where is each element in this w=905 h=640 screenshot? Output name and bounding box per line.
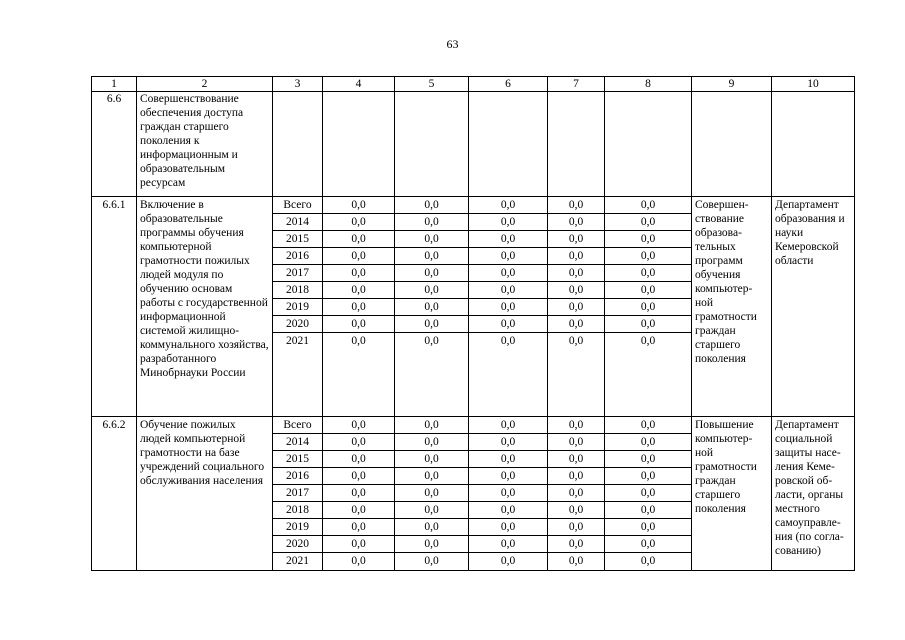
- value-cell: 0,0: [605, 502, 692, 519]
- year-cell: 2018: [273, 502, 323, 519]
- value-cell: 0,0: [548, 502, 605, 519]
- value-cell: 0,0: [395, 434, 469, 451]
- value-cell: 0,0: [469, 451, 548, 468]
- item-executor: Департамент социальной защиты насе-ления Кеме-ровской об-ласти, органы местного самоуправле-ния (по согла-сованию): [772, 417, 855, 571]
- page-number: 63: [446, 37, 459, 51]
- value-cell: 0,0: [605, 316, 692, 333]
- table-row: [92, 417, 855, 434]
- year-cell: Всего: [273, 417, 323, 434]
- value-cell: 0,0: [548, 282, 605, 299]
- year-cell: 2014: [273, 214, 323, 231]
- value-cell: 0,0: [323, 553, 395, 571]
- value-cell: 0,0: [469, 231, 548, 248]
- section-row: [92, 92, 855, 197]
- value-cell: 0,0: [605, 299, 692, 316]
- item-description: Включение в образовательные программы обучения компьютерной грамотности пожилых людей модуля по обучению основам работы с государственной информационной системой жилищно-коммунального хозяйства, разработанного Минобрнауки России: [137, 197, 273, 417]
- value-cell: 0,0: [395, 485, 469, 502]
- value-cell: 0,0: [395, 316, 469, 333]
- value-cell: 0,0: [469, 519, 548, 536]
- column-header: 6: [469, 77, 548, 92]
- value-cell: 0,0: [469, 553, 548, 571]
- value-cell: 0,0: [323, 197, 395, 214]
- item-number: 6.6.1: [92, 197, 137, 417]
- year-cell: 2019: [273, 299, 323, 316]
- value-cell: 0,0: [395, 536, 469, 553]
- value-cell: 0,0: [395, 248, 469, 265]
- value-cell: 0,0: [323, 214, 395, 231]
- year-cell: 2017: [273, 485, 323, 502]
- value-cell: 0,0: [605, 248, 692, 265]
- value-cell: 0,0: [605, 434, 692, 451]
- value-cell: 0,0: [548, 468, 605, 485]
- column-header: 4: [323, 77, 395, 92]
- empty-cell: [273, 92, 323, 197]
- value-cell: 0,0: [548, 451, 605, 468]
- value-cell: 0,0: [395, 197, 469, 214]
- value-cell: 0,0: [323, 519, 395, 536]
- value-cell: 0,0: [469, 502, 548, 519]
- value-cell: 0,0: [323, 485, 395, 502]
- empty-cell: [469, 92, 548, 197]
- value-cell: 0,0: [605, 197, 692, 214]
- value-cell: 0,0: [469, 197, 548, 214]
- value-cell: 0,0: [605, 519, 692, 536]
- value-cell: 0,0: [323, 333, 395, 417]
- value-cell: 0,0: [469, 299, 548, 316]
- column-header: 3: [273, 77, 323, 92]
- value-cell: 0,0: [323, 468, 395, 485]
- value-cell: 0,0: [469, 248, 548, 265]
- value-cell: 0,0: [605, 536, 692, 553]
- value-cell: 0,0: [395, 282, 469, 299]
- value-cell: 0,0: [548, 231, 605, 248]
- value-cell: 0,0: [548, 265, 605, 282]
- value-cell: 0,0: [395, 468, 469, 485]
- value-cell: 0,0: [469, 536, 548, 553]
- year-cell: 2014: [273, 434, 323, 451]
- value-cell: 0,0: [605, 485, 692, 502]
- empty-cell: [605, 92, 692, 197]
- item-result: Совершен-ствование образова-тельных программ обучения компьютер-ной грамотности граждан старшего поколения: [692, 197, 772, 417]
- value-cell: 0,0: [548, 316, 605, 333]
- value-cell: 0,0: [395, 299, 469, 316]
- year-cell: 2016: [273, 248, 323, 265]
- empty-cell: [692, 92, 772, 197]
- value-cell: 0,0: [395, 231, 469, 248]
- value-cell: 0,0: [323, 265, 395, 282]
- value-cell: 0,0: [548, 519, 605, 536]
- column-header: 8: [605, 77, 692, 92]
- value-cell: 0,0: [548, 417, 605, 434]
- column-header: 1: [92, 77, 137, 92]
- value-cell: 0,0: [548, 214, 605, 231]
- value-cell: 0,0: [605, 451, 692, 468]
- value-cell: 0,0: [323, 536, 395, 553]
- value-cell: 0,0: [548, 434, 605, 451]
- value-cell: 0,0: [469, 265, 548, 282]
- year-cell: 2017: [273, 265, 323, 282]
- year-cell: 2018: [273, 282, 323, 299]
- column-header: 10: [772, 77, 855, 92]
- year-cell: 2016: [273, 468, 323, 485]
- value-cell: 0,0: [605, 553, 692, 571]
- value-cell: 0,0: [323, 502, 395, 519]
- value-cell: 0,0: [323, 248, 395, 265]
- value-cell: 0,0: [469, 316, 548, 333]
- column-header: 9: [692, 77, 772, 92]
- column-header: 2: [137, 77, 273, 92]
- value-cell: 0,0: [469, 468, 548, 485]
- section-number: 6.6: [92, 92, 137, 197]
- value-cell: 0,0: [395, 214, 469, 231]
- value-cell: 0,0: [469, 485, 548, 502]
- value-cell: 0,0: [395, 417, 469, 434]
- year-cell: 2019: [273, 519, 323, 536]
- empty-cell: [323, 92, 395, 197]
- empty-cell: [772, 92, 855, 197]
- item-number: 6.6.2: [92, 417, 137, 571]
- value-cell: 0,0: [323, 282, 395, 299]
- column-header: 5: [395, 77, 469, 92]
- value-cell: 0,0: [605, 265, 692, 282]
- year-cell: 2021: [273, 333, 323, 417]
- year-cell: 2015: [273, 451, 323, 468]
- value-cell: 0,0: [395, 502, 469, 519]
- value-cell: 0,0: [323, 417, 395, 434]
- column-header: 7: [548, 77, 605, 92]
- value-cell: 0,0: [395, 451, 469, 468]
- item-executor: Департамент образования и науки Кемеровской области: [772, 197, 855, 417]
- year-cell: 2021: [273, 553, 323, 571]
- value-cell: 0,0: [323, 451, 395, 468]
- value-cell: 0,0: [605, 214, 692, 231]
- value-cell: 0,0: [323, 299, 395, 316]
- value-cell: 0,0: [395, 553, 469, 571]
- value-cell: 0,0: [469, 333, 548, 417]
- value-cell: 0,0: [605, 282, 692, 299]
- column-number-row: [92, 77, 855, 92]
- value-cell: 0,0: [605, 333, 692, 417]
- value-cell: 0,0: [548, 553, 605, 571]
- value-cell: 0,0: [469, 434, 548, 451]
- value-cell: 0,0: [395, 519, 469, 536]
- value-cell: 0,0: [605, 231, 692, 248]
- program-table: [91, 76, 855, 571]
- section-title: Совершенствование обеспечения доступа граждан старшего поколения к информационным и образовательным ресурсам: [137, 92, 273, 197]
- value-cell: 0,0: [395, 333, 469, 417]
- value-cell: 0,0: [323, 231, 395, 248]
- table-row: [92, 197, 855, 214]
- year-cell: 2015: [273, 231, 323, 248]
- value-cell: 0,0: [548, 299, 605, 316]
- value-cell: 0,0: [548, 485, 605, 502]
- value-cell: 0,0: [548, 536, 605, 553]
- value-cell: 0,0: [548, 197, 605, 214]
- value-cell: 0,0: [469, 417, 548, 434]
- value-cell: 0,0: [469, 282, 548, 299]
- value-cell: 0,0: [548, 248, 605, 265]
- value-cell: 0,0: [548, 333, 605, 417]
- item-description: Обучение пожилых людей компьютерной грамотности на базе учреждений социального обслуживания населения: [137, 417, 273, 571]
- empty-cell: [395, 92, 469, 197]
- value-cell: 0,0: [605, 468, 692, 485]
- item-result: Повышение компьютер-ной грамотности граждан старшего поколения: [692, 417, 772, 571]
- year-cell: 2020: [273, 536, 323, 553]
- value-cell: 0,0: [395, 265, 469, 282]
- year-cell: 2020: [273, 316, 323, 333]
- value-cell: 0,0: [323, 434, 395, 451]
- value-cell: 0,0: [323, 316, 395, 333]
- year-cell: Всего: [273, 197, 323, 214]
- value-cell: 0,0: [469, 214, 548, 231]
- value-cell: 0,0: [605, 417, 692, 434]
- empty-cell: [548, 92, 605, 197]
